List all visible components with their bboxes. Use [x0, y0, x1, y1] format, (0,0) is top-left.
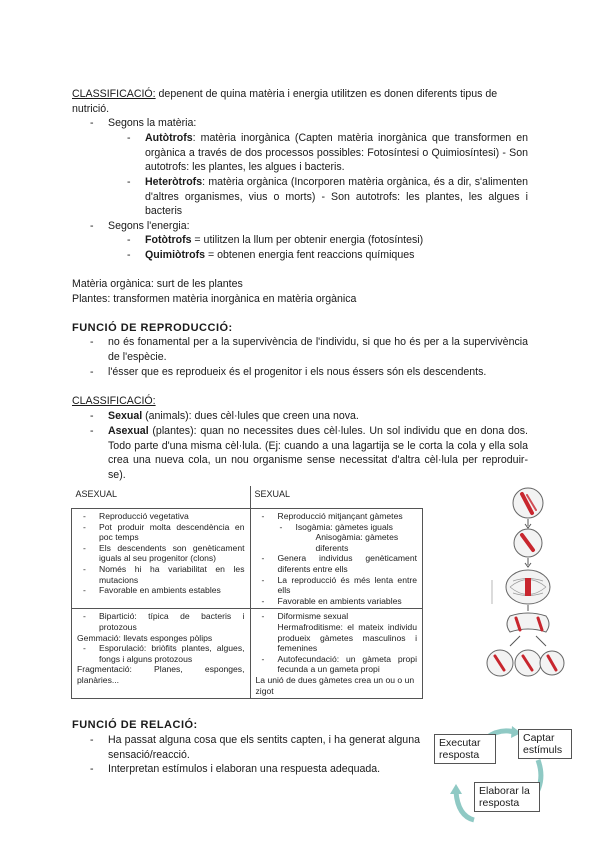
classificacio-text: depenent de quina matèria i energia utilitzen es donen diferents tipus de: [155, 88, 498, 100]
list-item: Reproducció mitjançant gàmetes: [277, 511, 403, 521]
daughter-cell-2: [515, 650, 541, 676]
nutricio-notes: [72, 277, 528, 306]
relacio-bullet-2: - Interpretan estímulos i elaboran una respuesta adequada.: [90, 763, 381, 775]
asexual-types-cell: - Bipartició: típica de bacteris i protozous Gemmació: llevats esponges pòlips - Esporulació: briòfits plantes, algues, fongs i alguns protozous Fragmentació: Planes, esponges, planàries...: [72, 609, 251, 699]
reproduccio-bullet-2-text: l'ésser que es reprodueix és el progenitor i els nous éssers són els descendents.: [108, 366, 487, 378]
segons-energia-label: Segons l'energia:: [108, 220, 190, 232]
list-item: Pot produir molta descendència en poc temps: [99, 521, 245, 543]
table-header-sexual: SEXUAL: [250, 486, 423, 509]
relacio-bullet-1-text: Ha passat alguna cosa que els sentits capten, i ha generat alguna sensació/reacció.: [108, 734, 420, 761]
quimiotrofs-desc: = obtenen energia fent reaccions químiques: [205, 249, 415, 261]
heterotrofs-item: - Heteròtrofs: matèria orgànica (Incorporen matèria orgànica, és a dir, s'alimenten d'altres organismes, vius o morts) - Son autotrofs: les plantes, les algues i bacteris: [127, 176, 528, 218]
list-item: Genera individus genèticament diferents entre ells: [277, 553, 417, 574]
segons-materia-label: Segons la matèria:: [108, 117, 197, 129]
list-item: Isogàmia: gàmetes iguals: [295, 521, 393, 532]
list-item: Els descendents son genèticament iguals al seu progenitor (clons): [99, 542, 245, 564]
list-item: Diformisme sexual: [277, 611, 349, 622]
segons-materia: - Segons la matèria:: [90, 117, 197, 129]
reproduccio-bullet-2: - l'ésser que es reprodueix és el progenitor i els nous éssers són els descendents.: [90, 366, 487, 378]
quimiotrofs-term: Quimiòtrofs: [145, 249, 206, 261]
asexual-term: Asexual: [108, 425, 149, 437]
segons-energia: - Segons l'energia:: [90, 220, 190, 232]
cycle-node-captar: Captar estímuls: [518, 729, 572, 759]
relacio-heading: FUNCIÓ DE RELACIÓ:: [72, 719, 198, 731]
list-item: Gemmació: llevats esponges pòlips: [77, 632, 213, 643]
relacio-bullet-1: - Ha passat alguna cosa que els sentits capten, i ha generat alguna sensació/reacció.: [90, 734, 420, 761]
cycle-node-elaborar: Elaborar la resposta: [474, 782, 540, 812]
cell-stage-4: [507, 613, 549, 632]
list-item: Hermafroditisme: el mateix individu produeix gàmetes masculinos i femenines: [277, 621, 417, 654]
cell-stage-3: [506, 570, 550, 604]
reproduccio-heading: FUNCIÓ DE REPRODUCCIÓ:: [72, 322, 233, 334]
list-item: Esporulació: briòfits plantes, algues, fongs i alguns protozous: [99, 643, 245, 664]
fototrofs-term: Fotòtrofs: [145, 234, 192, 246]
list-item: Anisogàmia: gàmetes diferents: [315, 532, 399, 553]
cell-stage-1: [513, 488, 543, 518]
list-item: Fragmentació: Planes, esponges, planàries...: [77, 664, 245, 685]
heterotrofs-desc: : matèria orgànica (Incorporen matèria orgànica, és a dir, s'alimenten d'altres organismes, vius o morts) - Son autotrofs: les plantes, les algues i bacteris: [145, 176, 528, 218]
sexual-characteristics-cell: - Reproducció mitjançant gàmetes - Isogàmia: gàmetes iguals Anisogàmia: gàmetes diferents - Genera individus genèticament diferents entre ells - La reproducció és més lenta entre ells - Favorable en ambients variables: [250, 509, 423, 609]
quimiotrofs-item: - Quimiòtrofs = obtenen energia fent reaccions químiques: [127, 249, 415, 261]
cycle-node-executar: Executar resposta: [434, 734, 496, 764]
note-plantes: Plantes: transformen matèria inorgànica en matèria orgànica: [72, 292, 357, 305]
note-materia-organica: Matèria orgànica: surt de les plantes: [72, 278, 243, 290]
sexual-types-cell: - Diformisme sexual Hermafroditisme: el mateix individu produeix gàmetes masculinos i femenines - Autofecundació: un gàmeta propi fecunda a un gameta propi La unió de dues gàmetes crea un ou o un zigot: [250, 609, 423, 699]
sexual-term: Sexual: [108, 410, 143, 422]
autotrofs-desc: : matèria inorgànica (Capten matèria inorgànica que transformen en orgànica a través de dos processos possibles: Fotosíntesi o Quimiosíntesi) - Son autotrofs: les plantes, les algues i bacteris.: [145, 132, 528, 174]
classificacio-text-cont: nutrició.: [72, 102, 110, 115]
sexual-desc: (animals): dues cèl·lules que creen una nova.: [142, 410, 359, 422]
list-item: Favorable en ambients variables: [277, 595, 402, 606]
heterotrofs-term: Heteròtrofs: [145, 176, 203, 188]
list-item: La reproducció és més lenta entre ells: [277, 574, 417, 596]
list-item: Reproducció vegetativa: [99, 511, 189, 521]
sexual-item: - Sexual (animals): dues cèl·lules que creen una nova.: [90, 410, 359, 422]
asexual-desc: (plantes): quan no necessites dues cèl·lules. Un sol individu que en dona dos. Todo parte d'una misma cèl·lula. (Ej: cuando a una lagartija se le corta la cola y ella sola crea una nueva cola, un nou organisme sense necessitat d'altra cèl·lula per reproduir-se).: [108, 425, 528, 481]
daughter-cell-3: [540, 651, 564, 675]
list-item: Bipartició: típica de bacteris i protozous: [99, 611, 245, 632]
sexual-types-note: La unió de dues gàmetes crea un ou o un zigot: [255, 674, 415, 696]
list-item: Només hi ha variabilitat en les mutacions: [99, 563, 245, 585]
list-item: Favorable en ambients estables: [99, 585, 221, 596]
fototrofs-desc: = utilitzen la llum per obtenir energia (fotosíntesi): [191, 234, 424, 246]
autotrofs-term: Autòtrofs: [145, 132, 193, 144]
asexual-sexual-table: [71, 486, 423, 699]
daughter-cell-1: [487, 650, 513, 676]
relacio-bullet-2-text: Interpretan estímulos i elaboran una respuesta adequada.: [108, 763, 381, 775]
cell-division-illustration: [480, 486, 565, 681]
nutricio-classificacio: [72, 87, 528, 116]
list-item: Autofecundació: un gàmeta propi fecunda a un gameta propi: [277, 653, 417, 675]
reproduccio-classificacio-label: CLASSIFICACIÓ:: [72, 395, 156, 407]
classificacio-label: CLASSIFICACIÓ:: [72, 88, 156, 100]
reproduccio-bullet-1-text: no és fonamental per a la supervivència de l'individu, si que ho és per a la supervivència de l'espècie.: [108, 336, 528, 363]
table-header-asexual: ASEXUAL: [72, 486, 251, 509]
cell-stage-2: [514, 529, 542, 557]
asexual-item: - Asexual (plantes): quan no necessites dues cèl·lules. Un sol individu que en dona dos. Todo parte d'una misma cèl·lula. (Ej: cuando a una lagartija se le corta la cola y ella sola crea una nueva cola, un nou organisme sense necessitat d'altra cèl·lula per reproduir-se).: [90, 425, 528, 481]
asexual-characteristics-cell: - Reproducció vegetativa - Pot produir molta descendència en poc temps - Els descendents son genèticament iguals al seu progenitor (clons) - Només hi ha variabilitat en les mutacions - Favorable en ambients estables: [72, 509, 251, 609]
fototrofs-item: - Fotòtrofs = utilitzen la llum per obtenir energia (fotosíntesi): [127, 234, 424, 246]
autotrofs-item: - Autòtrofs: matèria inorgànica (Capten matèria inorgànica que transformen en orgànica a través de dos processos possibles: Fotosíntesi o Quimiosíntesi) - Son autotrofs: les plantes, les algues i bacteris.: [127, 132, 528, 174]
reproduccio-bullet-1: - no és fonamental per a la supervivència de l'individu, si que ho és per a la supervivència de l'espècie.: [90, 336, 528, 363]
